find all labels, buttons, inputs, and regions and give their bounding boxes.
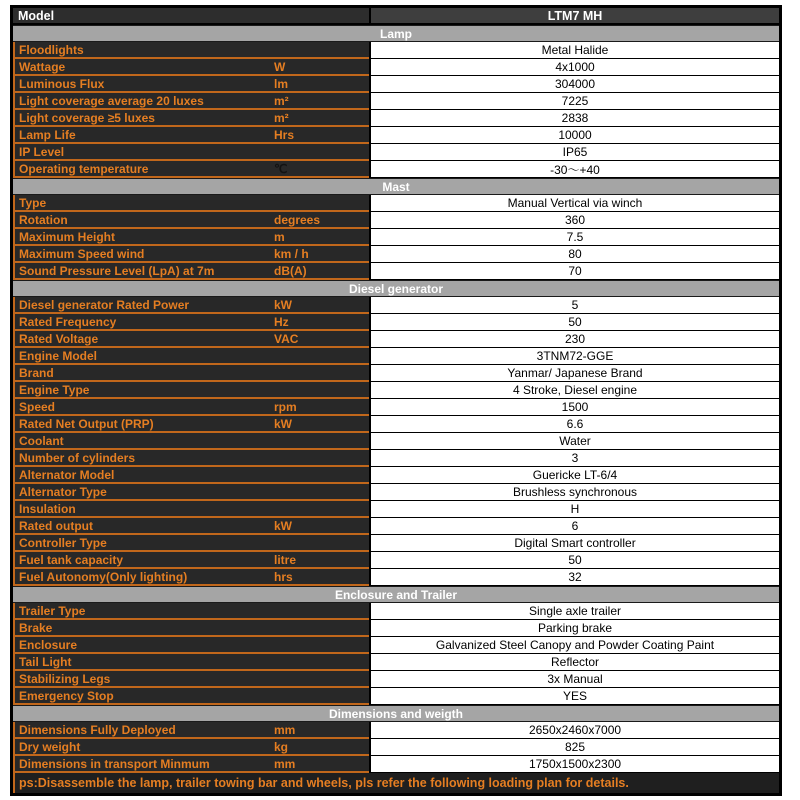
spec-value: 3TNM72-GGE — [369, 348, 779, 365]
spec-unit: kg — [274, 739, 289, 754]
spec-unit: kW — [274, 416, 292, 431]
spec-value: 1750x1500x2300 — [369, 756, 779, 773]
spec-label-cell — [13, 416, 369, 433]
spec-row — [13, 637, 779, 654]
spec-value: 4 Stroke, Diesel engine — [369, 382, 779, 399]
spec-label-cell — [13, 501, 369, 518]
spec-label: Trailer Type — [19, 603, 86, 618]
spec-value: Manual Vertical via winch — [369, 195, 779, 212]
spec-label-cell — [13, 93, 369, 110]
spec-label-cell — [13, 76, 369, 93]
spec-label: Fuel Autonomy(Only lighting) — [19, 569, 188, 584]
spec-label-cell — [13, 637, 369, 654]
section-title: Enclosure and Trailer — [334, 587, 458, 602]
spec-label-cell — [13, 195, 369, 212]
spec-row — [13, 263, 779, 280]
spec-label-cell — [13, 161, 369, 178]
spec-row — [13, 297, 779, 314]
section-header-row — [13, 280, 779, 297]
section-header-row — [13, 25, 779, 42]
spec-value: 4x1000 — [369, 59, 779, 76]
spec-row — [13, 76, 779, 93]
spec-value: Yanmar/ Japanese Brand — [369, 365, 779, 382]
spec-value: Single axle trailer — [369, 603, 779, 620]
spec-row — [13, 722, 779, 739]
spec-value: 70 — [369, 263, 779, 280]
spec-label-cell — [13, 331, 369, 348]
spec-label: Enclosure — [19, 637, 78, 652]
spec-label: Engine Type — [19, 382, 90, 397]
spec-label-cell — [13, 484, 369, 501]
spec-row — [13, 535, 779, 552]
spec-row — [13, 467, 779, 484]
spec-value: Galvanized Steel Canopy and Powder Coating Paint — [369, 637, 779, 654]
spec-row — [13, 229, 779, 246]
spec-unit: Hrs — [274, 127, 295, 142]
spec-row — [13, 654, 779, 671]
spec-value: Reflector — [369, 654, 779, 671]
spec-row — [13, 620, 779, 637]
spec-unit: kW — [274, 297, 292, 312]
spec-label-cell — [13, 569, 369, 586]
spec-row — [13, 365, 779, 382]
spec-label: Brand — [19, 365, 54, 380]
spec-label-cell — [13, 229, 369, 246]
model-header-label: Model — [13, 8, 369, 25]
spec-value: H — [369, 501, 779, 518]
spec-label: Light coverage average 20 luxes — [19, 93, 204, 108]
spec-label: Type — [19, 195, 47, 210]
spec-unit: ℃ — [274, 161, 288, 176]
spec-value: 6.6 — [369, 416, 779, 433]
spec-label: IP Level — [19, 144, 65, 159]
spec-unit: dB(A) — [274, 263, 307, 278]
spec-unit: hrs — [274, 569, 293, 584]
model-header-value: LTM7 MH — [369, 8, 779, 25]
spec-label: Rated Net Output (PRP) — [19, 416, 154, 431]
spec-label: Rated Voltage — [19, 331, 99, 346]
spec-row — [13, 144, 779, 161]
spec-value: 32 — [369, 569, 779, 586]
section-header-row — [13, 178, 779, 195]
spec-unit: litre — [274, 552, 297, 567]
spec-label: Alternator Model — [19, 467, 115, 482]
spec-label: Speed — [19, 399, 56, 414]
spec-value: Metal Halide — [369, 42, 779, 59]
spec-value: Parking brake — [369, 620, 779, 637]
spec-row — [13, 756, 779, 773]
spec-value: 304000 — [369, 76, 779, 93]
spec-label-cell — [13, 399, 369, 416]
spec-row — [13, 450, 779, 467]
spec-label: Rotation — [19, 212, 68, 227]
spec-label-cell — [13, 688, 369, 705]
spec-row — [13, 314, 779, 331]
spec-value: 7.5 — [369, 229, 779, 246]
spec-value: 6 — [369, 518, 779, 535]
spec-label-cell — [13, 671, 369, 688]
spec-label-cell — [13, 212, 369, 229]
spec-row — [13, 739, 779, 756]
spec-label-cell — [13, 756, 369, 773]
spec-label: Sound Pressure Level (LpA) at 7m — [19, 263, 215, 278]
spec-row — [13, 59, 779, 76]
spec-label-cell — [13, 144, 369, 161]
spec-value: 7225 — [369, 93, 779, 110]
spec-row — [13, 552, 779, 569]
spec-unit: Hz — [274, 314, 289, 329]
spec-unit: rpm — [274, 399, 297, 414]
spec-label-cell — [13, 127, 369, 144]
spec-label-cell — [13, 263, 369, 280]
spec-unit: m — [274, 229, 285, 244]
spec-label: Floodlights — [19, 42, 84, 57]
footer-note: ps:Disassemble the lamp, trailer towing bar and wheels, pls refer the following loading plan for details. — [13, 773, 779, 793]
spec-label-cell — [13, 42, 369, 59]
spec-unit: W — [274, 59, 286, 74]
spec-value: -30～+40 — [369, 161, 779, 178]
spec-label: Operating temperature — [19, 161, 149, 176]
spec-label: Luminous Flux — [19, 76, 105, 91]
spec-label: Dimensions in transport Minmum — [19, 756, 210, 771]
spec-row — [13, 246, 779, 263]
spec-label: Emergency Stop — [19, 688, 114, 703]
spec-label: Alternator Type — [19, 484, 107, 499]
spec-label-cell — [13, 739, 369, 756]
spec-label-cell — [13, 552, 369, 569]
section-title: Mast — [382, 179, 410, 194]
spec-value: Guericke LT-6/4 — [369, 467, 779, 484]
spec-row — [13, 501, 779, 518]
spec-row — [13, 93, 779, 110]
spec-label: Stabilizing Legs — [19, 671, 111, 686]
spec-value: 1500 — [369, 399, 779, 416]
spec-row — [13, 382, 779, 399]
spec-value: 3x Manual — [369, 671, 779, 688]
spec-label-cell — [13, 535, 369, 552]
spec-label-cell — [13, 59, 369, 76]
spec-unit: km / h — [274, 246, 309, 261]
spec-value: IP65 — [369, 144, 779, 161]
spec-unit: kW — [274, 518, 292, 533]
spec-row — [13, 127, 779, 144]
spec-label-cell — [13, 722, 369, 739]
spec-label: Diesel generator Rated Power — [19, 297, 190, 312]
spec-unit: mm — [274, 722, 296, 737]
section-header-row — [13, 705, 779, 722]
spec-table-body — [13, 25, 779, 773]
spec-label-cell — [13, 365, 369, 382]
spec-label-cell — [13, 603, 369, 620]
spec-label: Coolant — [19, 433, 64, 448]
spec-label-cell — [13, 518, 369, 535]
spec-label-cell — [13, 314, 369, 331]
spec-label-cell — [13, 620, 369, 637]
spec-label: Brake — [19, 620, 53, 635]
spec-value: Water — [369, 433, 779, 450]
section-title: Dimensions and weigth — [328, 706, 463, 721]
spec-unit: m² — [274, 110, 289, 125]
spec-label: Maximum Height — [19, 229, 116, 244]
spec-label: Dimensions Fully Deployed — [19, 722, 176, 737]
model-header-row — [13, 8, 779, 25]
spec-unit: m² — [274, 93, 289, 108]
spec-value: 10000 — [369, 127, 779, 144]
spec-label-cell — [13, 297, 369, 314]
spec-label: Light coverage ≥5 luxes — [19, 110, 155, 125]
spec-value: 50 — [369, 552, 779, 569]
spec-value: 3 — [369, 450, 779, 467]
spec-value: Brushless synchronous — [369, 484, 779, 501]
section-header-row — [13, 586, 779, 603]
spec-row — [13, 42, 779, 59]
spec-label-cell — [13, 450, 369, 467]
spec-row — [13, 212, 779, 229]
spec-value: 230 — [369, 331, 779, 348]
spec-label-cell — [13, 382, 369, 399]
spec-row — [13, 110, 779, 127]
spec-label-cell — [13, 110, 369, 127]
section-title: Diesel generator — [348, 281, 444, 296]
spec-value: YES — [369, 688, 779, 705]
spec-value: 2838 — [369, 110, 779, 127]
spec-label-cell — [13, 654, 369, 671]
spec-label-cell — [13, 467, 369, 484]
spec-row — [13, 688, 779, 705]
spec-label: Lamp Life — [19, 127, 76, 142]
spec-label-cell — [13, 433, 369, 450]
spec-row — [13, 348, 779, 365]
spec-row — [13, 603, 779, 620]
spec-table — [10, 5, 782, 796]
spec-label: Fuel tank capacity — [19, 552, 124, 567]
spec-row — [13, 433, 779, 450]
spec-unit: mm — [274, 756, 296, 771]
spec-label: Wattage — [19, 59, 66, 74]
spec-row — [13, 484, 779, 501]
spec-row — [13, 331, 779, 348]
spec-value: 5 — [369, 297, 779, 314]
spec-value: 50 — [369, 314, 779, 331]
spec-label: Number of cylinders — [19, 450, 136, 465]
spec-row — [13, 399, 779, 416]
spec-row — [13, 518, 779, 535]
spec-row — [13, 161, 779, 178]
spec-label: Dry weight — [19, 739, 81, 754]
spec-label: Rated Frequency — [19, 314, 117, 329]
spec-value: 2650x2460x7000 — [369, 722, 779, 739]
spec-unit: lm — [274, 76, 289, 91]
spec-unit: VAC — [274, 331, 299, 346]
spec-label: Insulation — [19, 501, 76, 516]
spec-label-cell — [13, 246, 369, 263]
spec-label: Engine Model — [19, 348, 97, 363]
spec-row — [13, 416, 779, 433]
spec-label: Maximum Speed wind — [19, 246, 145, 261]
spec-unit: degrees — [274, 212, 321, 227]
spec-value: Digital Smart controller — [369, 535, 779, 552]
spec-value: 360 — [369, 212, 779, 229]
spec-value: 825 — [369, 739, 779, 756]
section-title: Lamp — [379, 26, 412, 41]
spec-row — [13, 671, 779, 688]
spec-row — [13, 195, 779, 212]
spec-label: Controller Type — [19, 535, 107, 550]
spec-label: Rated output — [19, 518, 93, 533]
spec-label: Tail Light — [19, 654, 72, 669]
spec-row — [13, 569, 779, 586]
spec-value: 80 — [369, 246, 779, 263]
spec-label-cell — [13, 348, 369, 365]
